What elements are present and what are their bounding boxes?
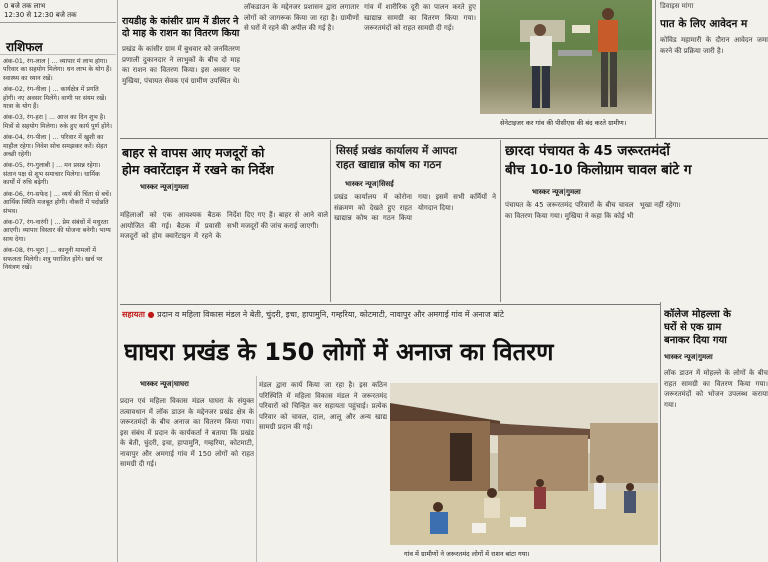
migrant-body: महिलाओं को एक आवश्यक बैठक आयोजित की गई। बैठक में प्रवासी मजदूरों को होम क्वारेंटाइन में रहने के निर्देश दिए गए हैं। बाहर से आने वाले सभी मजदूरों की जांच कराई जाएगी। — [120, 211, 328, 240]
horoscope-item: अंक-03, रंग-हरा | ... आज का दिन शुभ है। मित्रों से सहयोग मिलेगा। रुके हुए कार्य पूर्ण होंगे। — [3, 114, 113, 130]
main-kicker-text: प्रदान व महिला विकास मंडल ने बेती, चुंदरी, इचा, हापामुनि, गम्हरिया, कोटमाटी, नावापुर और अमगाई गांव में अनाज बांटे — [157, 310, 504, 319]
headline-migrant-line1: बाहर से वापस आए मजदूरों को — [122, 145, 265, 160]
horoscope-item: अंक-07, रंग-नारंगी | ... प्रेम संबंधों में मधुरता आएगी। व्यापार विस्तार की योजना बनेगी। भाग्य साथ देगा। — [3, 218, 111, 243]
top-photo-caption: सेनेटाइजर कर गांव की पीसीएस की बंद करते ग्रामीण। — [500, 119, 627, 127]
horoscope-item: अंक-02, रंग-नीला | ... कार्यक्षेत्र में प्रगति होगी। नए अवसर मिलेंगे। वाणी पर संयम रखें। यात्रा के योग हैं। — [3, 86, 107, 111]
horoscope-item: अंक-04, रंग-पीला | ... परिवार में खुशी का माहौल रहेगा। निवेश सोच समझकर करें। सेहत अच्छी रहेगी। — [3, 134, 108, 159]
main-headline: घाघरा प्रखंड के 150 लोगों में अनाज का वितरण — [124, 338, 554, 366]
top-story-2-body: लॉकडाउन के मद्देनजर प्रशासन द्वारा लगातार लोगों को जागरूक किया जा रहा है। ग्रामीणों से घरों में रहने की अपील की गई है। — [244, 3, 359, 32]
main-col1: प्रदान एवं महिला विकास मंडल घाघरा के संयुक्त तत्वावधान में लॉक डाउन के मद्देनजर प्रखंड क्षेत्र के जरूरतमंदों के बीच अनाज का वितरण किया गया। इस संबंध में प्रदान के कार्यकर्ता ने बताया कि प्रखंड के बेती, चुंदरी, इचा, हापामुनि, गम्हरिया, कोटमाटी, नावापुर और अमगाई गांव में 150 लोगों को राहत सामग्री दी गई। — [120, 397, 254, 468]
right-bottom-body: लॉक डाउन में मोहल्ले के लोगों के बीच राहत सामग्री का वितरण किया गया। जरूरतमंदों को भोजन उपलब्ध कराया गया। — [664, 369, 768, 409]
horoscope-item: अंक-06, रंग-सफेद | ... व्यर्थ की चिंता से बचें। आर्थिक स्थिति मजबूत होगी। नौकरी में पदोन्नति संभव। — [3, 190, 112, 215]
right-bottom-headline — [664, 308, 768, 347]
top-story-1-body: प्रखंड के कांसीर ग्राम में बुधवार को जनवितरण प्रणाली दुकानदार ने लाभुकों के बीच दो माह का राशन का वितरण किया। इस अवसर पर मुखिया, पंचायत सेवक एवं ग्रामीण उपस्थित थे। — [122, 45, 240, 85]
main-photo — [390, 383, 658, 545]
horoscope-item: अंक-05, रंग-गुलाबी | ... मन प्रसन्न रहेगा। संतान पक्ष से शुभ समाचार मिलेगा। धार्मिक कार्यों में रुचि बढ़ेगी। — [3, 162, 101, 187]
horoscope-item: अंक-08, रंग-भूरा | ... कानूनी मामलों में सफलता मिलेगी। शत्रु पराजित होंगे। खर्च पर नियंत्रण रखें। — [3, 247, 103, 271]
headline-chharda-line1: छारदा पंचायत के 45 जरूरतमंदों — [505, 143, 670, 159]
horoscope-title: राशिफल — [6, 40, 43, 54]
main-col2: मंडल द्वारा कार्य किया जा रहा है। इस कठिन परिस्थिति में महिला विकास मंडल ने जरूरतमंद परिवारों को चिन्हित कर सहायता पहुंचाई। प्रत्येक परिवार को चावल, दाल, आलू और अन्य खाद्य सामग्री प्रदान की गई। — [259, 381, 387, 431]
right-top-story — [660, 0, 768, 136]
main-byline: भास्कर न्यूज|घाघरा — [140, 380, 189, 388]
top-photo — [480, 0, 652, 114]
left-top-text: 0 बजे तक लाभ 12:30 से 12:30 बजे तक — [4, 2, 77, 19]
headline-sisai-line2: राहत खाद्यान्न कोष का गठन — [336, 159, 442, 171]
headline-migrant-line2: होम क्वारेंटाइन में रखने का निर्देश — [122, 162, 274, 177]
main-kicker-label: सहायता — [122, 310, 145, 319]
right-bottom-headline-line3: बनाकर दिया गया — [664, 335, 727, 346]
right-bottom-story — [664, 304, 768, 562]
right-top-headline: पात के लिए आवेदन म — [660, 18, 748, 30]
top-story-3-body: गांव में शारीरिक दूरी का पालन करते हुए खाद्यान्न सामग्री का वितरण किया गया। जरूरतमंदों को राहत सामग्री दी गई। — [364, 3, 476, 32]
main-photo-illustration — [390, 383, 658, 545]
right-bottom-byline: भास्कर न्यूज|गुमला — [664, 353, 713, 361]
left-column — [0, 0, 116, 562]
headline-migrant-workers — [122, 144, 330, 178]
byline-sisai: भास्कर न्यूज|सिसई — [345, 180, 394, 188]
sisai-body: प्रखंड कार्यालय में कोरोना संक्रमण को देखते हुए राहत खाद्यान्न कोष का गठन किया गया। इसमें सभी कर्मियों ने योगदान दिया। — [334, 193, 496, 222]
headline-sisai-line1: सिसई प्रखंड कार्यालय में आपदा — [336, 145, 457, 157]
headline-chharda — [505, 142, 768, 180]
byline-migrant: भास्कर न्यूज|गुमला — [140, 183, 189, 191]
horoscope-item: अंक-01, रंग-लाल | ... व्यापार में लाभ होगा। परिवार का सहयोग मिलेगा। धन लाभ के योग हैं। स्वास्थ्य का ध्यान रखें। — [3, 58, 112, 82]
right-top-byline: डिवाइस मांगा — [660, 2, 694, 10]
top-story-1 — [122, 2, 240, 130]
byline-chharda: भास्कर न्यूज|गुमला — [532, 188, 581, 196]
horoscope-list — [3, 58, 113, 558]
top-story-1-headline: रायडीह के कांसीर ग्राम में डीलर ने दो माह के राशन का वितरण किया — [122, 16, 240, 39]
right-top-body: कोविड महामारी के दौरान आवेदन जमा करने की प्रक्रिया जारी है। — [660, 36, 768, 55]
right-bottom-headline-line2: घरों से एक ग्राम — [664, 322, 722, 333]
main-photo-caption: गांव में ग्रामीणों ने जरूरतमंद लोगों में राशन बांटा गया। — [404, 550, 530, 558]
main-kicker: सहायता ● प्रदान व महिला विकास मंडल ने बेती, चुंदरी, इचा, हापामुनि, गम्हरिया, कोटमाटी, नावापुर और अमगाई गांव में अनाज बांटे — [122, 310, 504, 319]
chharda-body: पंचायत के 45 जरूरतमंद परिवारों के बीच चावल का वितरण किया गया। मुखिया ने कहा कि कोई भी भूखा नहीं रहेगा। — [505, 201, 681, 220]
headline-sisai-relief — [336, 144, 496, 172]
right-bottom-headline-line1: कॉलेज मोहल्ला के — [664, 309, 731, 320]
headline-chharda-line2: बीच 10-10 किलोग्राम चावल बांटे ग — [505, 162, 692, 178]
top-photo-illustration — [480, 0, 652, 114]
